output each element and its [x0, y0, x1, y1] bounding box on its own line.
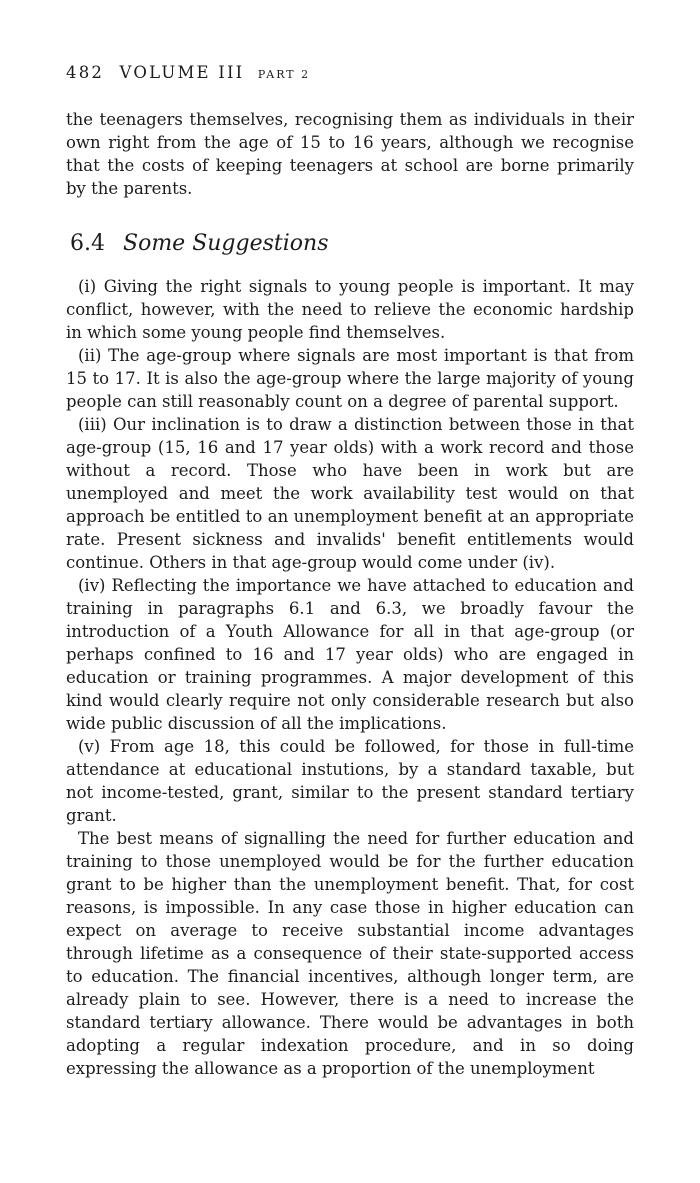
paragraph-ii: (ii) The age-group where signals are most important is that from 15 to 17. It is also the age-group where the large majority of young people can still reasonably count on a degree of parental support. — [66, 346, 634, 411]
paragraph-i: (i) Giving the right signals to young people is important. It may conflict, however, with the need to relieve the economic hardship in which some young people find themselves. — [66, 277, 634, 342]
intro-paragraph: the teenagers themselves, recognising them as individuals in their own right from the age of 15 to 16 years, although we recognise that the costs of keeping teenagers at school are borne primarily by the parents. — [66, 110, 634, 198]
paragraph-iv: (iv) Reflecting the importance we have attached to education and training in paragraphs 6.1 and 6.3, we broadly favour the introduction of a Youth Allowance for all in that age-group (or perhaps confined to 16 and 17 year olds) who are engaged in education or training programmes. A major development of this kind would clearly require not only considerable research but also wide public discussion of all the implications. — [66, 576, 634, 733]
volume-label: VOLUME III — [119, 63, 245, 82]
paragraph-v: (v) From age 18, this could be followed, for those in full-time attendance at educational instutions, by a standard taxable, but not income-tested, grant, similar to the present standard tertiary grant. — [66, 737, 634, 825]
section-number: 6.4 — [70, 231, 105, 256]
page-number: 482 — [66, 63, 105, 82]
document-page — [66, 62, 634, 1080]
section-title: Some Suggestions — [123, 231, 329, 256]
running-head — [66, 62, 634, 86]
paragraph-closing: The best means of signalling the need for further education and training to those unemployed would be for the further education grant to be higher than the unemployment benefit. That, for cost reasons, is impossible. In any case those in higher education can expect on average to receive substantial income advantages through lifetime as a consequence of their state-supported access to education. The financial incentives, although longer term, are already plain to see. However, there is a need to increase the standard tertiary allowance. There would be advantages in both adopting a regular indexation procedure, and in so doing expressing the allowance as a proportion of the unemployment — [66, 829, 634, 1078]
section-heading — [70, 229, 634, 259]
paragraph-iii: (iii) Our inclination is to draw a distinction between those in that age-group (15, 16 and 17 year olds) with a work record and those without a record. Those who have been in work but are unemployed and meet the work availability test would on that approach be entitled to an unemployment benefit at an appropriate rate. Present sickness and invalids' benefit entitlements would continue. Others in that age-group would come under (iv). — [66, 415, 634, 572]
part-label: PART 2 — [257, 68, 311, 81]
